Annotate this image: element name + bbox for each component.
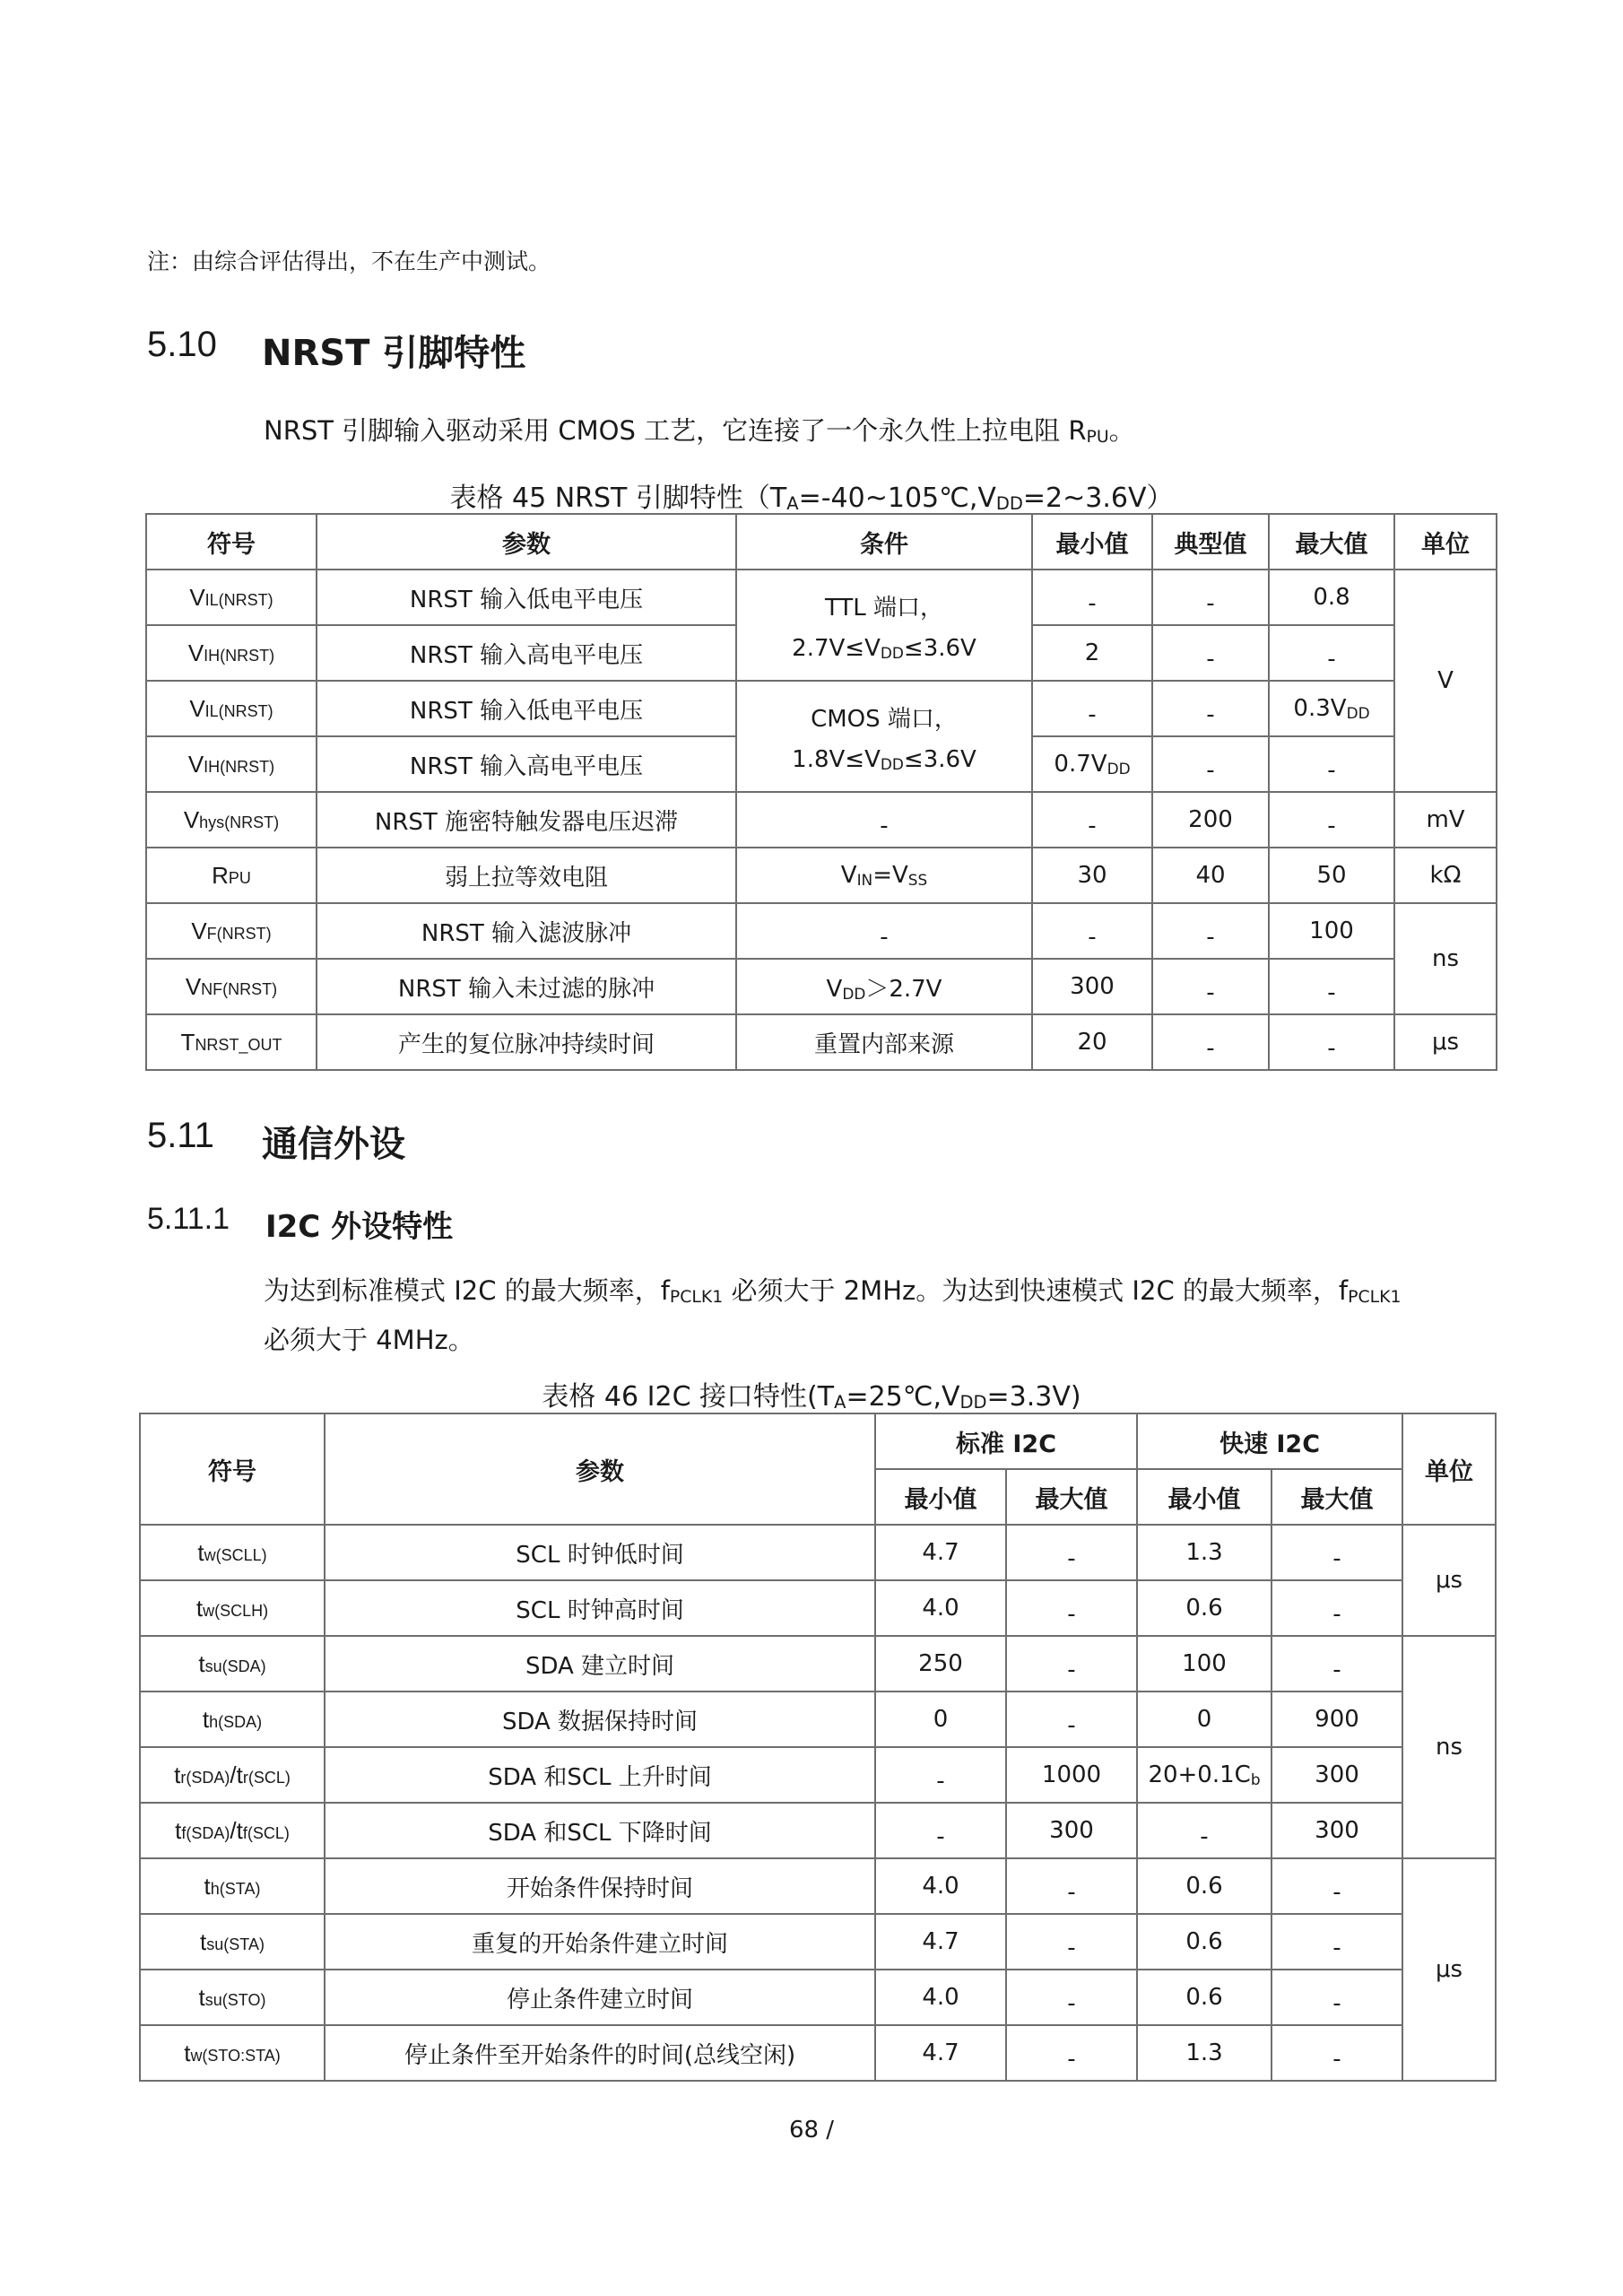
subsection-title: I2C 外设特性 [265,1209,454,1245]
symbol-cell: tf(SDA)/tf(SCL) [140,1803,325,1858]
fast-max-cell: - [1271,1636,1402,1692]
typ-cell: - [1152,681,1269,736]
std-min-cell: 0 [875,1692,1006,1747]
table45-nrst [145,513,1497,1071]
cond-cell-cmos: CMOS 端口， $1.8V\le V_{DD}\le 3.6V$ [736,681,1032,792]
param-cell: 产生的复位脉冲持续时间 [317,1014,736,1070]
param-cell: NRST 输入低电平电压 [317,570,736,625]
min-cell: $0.7V_{DD}$ [1032,736,1152,792]
th-param: 参数 [325,1413,875,1525]
table-row [140,1636,1496,1692]
th-max: 最大值 [1269,514,1394,570]
std-max-cell: - [1006,1580,1137,1636]
table-row [140,1803,1496,1858]
table-row [140,1858,1496,1914]
std-max-cell: - [1006,1636,1137,1692]
param-cell: SDA 和SCL 上升时间 [325,1747,875,1803]
fast-min-cell: 1.3 [1137,2025,1271,2081]
symbol-cell: tw(SCLH) [140,1580,325,1636]
th-unit: 单位 [1394,514,1497,570]
std-min-cell: 4.7 [875,1525,1006,1580]
table-row [146,681,1497,736]
table46-header-row [140,1413,1496,1469]
fast-min-cell: 1.3 [1137,1525,1271,1580]
table-row [140,1914,1496,1970]
typ-cell: 200 [1152,792,1269,848]
symbol-cell: th(SDA) [140,1692,325,1747]
table-row [140,1747,1496,1803]
std-min-cell: 4.7 [875,2025,1006,2081]
param-cell: SDA 和SCL 下降时间 [325,1803,875,1858]
typ-cell: - [1152,625,1269,681]
fast-min-cell: 100 [1137,1636,1271,1692]
max-cell: - [1269,625,1394,681]
typ-cell: - [1152,1014,1269,1070]
table-row [140,2025,1496,2081]
symbol-cell: tsu(STA) [140,1914,325,1970]
typ-cell: - [1152,903,1269,959]
param-cell: SCL 时钟高时间 [325,1580,875,1636]
table45-caption: 表格 45 NRST 引脚特性$(T_A=-40\sim 105℃,V_{DD}=2\sim 3.6V)$ [449,483,1174,514]
table-row [146,1014,1497,1070]
symbol-cell: tw(SCLL) [140,1525,325,1580]
param-cell: NRST 输入高电平电压 [317,736,736,792]
i2c-intro: 为达到标准模式 I2C 的最大频率，$f_{PCLK1}$ 必须大于 2MHz。为达到快速模式 I2C 的最大频率，$f_{PCLK1}$ 必须大于 4MHz。 [264,1275,1402,1355]
min-cell: - [1032,792,1152,848]
table46-i2c [139,1413,1497,2082]
th-typ: 典型值 [1152,514,1269,570]
fast-max-cell: 900 [1271,1692,1402,1747]
th-fast-min: 最小值 [1137,1469,1271,1525]
th-min: 最小值 [1032,514,1152,570]
std-max-cell: - [1006,2025,1137,2081]
th-std-max: 最大值 [1006,1469,1137,1525]
th-std-min: 最小值 [875,1469,1006,1525]
symbol-cell: Vhys(NRST) [146,792,317,848]
param-cell: 重复的开始条件建立时间 [325,1914,875,1970]
unit-cell: ns [1394,903,1497,1014]
unit-cell: V [1394,570,1497,792]
unit-cell: ns [1402,1636,1496,1858]
param-cell: SCL 时钟低时间 [325,1525,875,1580]
th-symbol: 符号 [146,514,317,570]
std-min-cell: 250 [875,1636,1006,1692]
min-cell: 30 [1032,848,1152,903]
symbol-cell: tsu(SDA) [140,1636,325,1692]
cond-cell: $V_{DD}>2.7V$ [736,959,1032,1014]
min-cell: - [1032,570,1152,625]
max-cell: - [1269,736,1394,792]
std-max-cell: - [1006,1525,1137,1580]
table-row [146,848,1497,903]
th-unit: 单位 [1402,1413,1496,1525]
unit-cell: μs [1402,1858,1496,2081]
fast-min-cell: 0 [1137,1692,1271,1747]
table45-header-row [146,514,1497,570]
std-min-cell: 4.0 [875,1858,1006,1914]
fast-min-cell: $20+0.1C_b$ [1137,1747,1271,1803]
std-min-cell: 4.0 [875,1580,1006,1636]
std-max-cell: - [1006,1858,1137,1914]
std-min-cell: - [875,1803,1006,1858]
table-row [146,903,1497,959]
table-row [140,1525,1496,1580]
param-cell: NRST 施密特触发器电压迟滞 [317,792,736,848]
table-row [146,792,1497,848]
param-cell: NRST 输入滤波脉冲 [317,903,736,959]
fast-min-cell: - [1137,1803,1271,1858]
max-cell: 0.8 [1269,570,1394,625]
fast-min-cell: 0.6 [1137,1914,1271,1970]
symbol-cell: tsu(STO) [140,1970,325,2025]
fast-max-cell: - [1271,2025,1402,2081]
max-cell: - [1269,959,1394,1014]
intro-tail: 。 [1108,415,1135,446]
min-cell: - [1032,681,1152,736]
section-number: 5.10 [147,325,217,364]
std-max-cell: 300 [1006,1803,1137,1858]
max-cell: 100 [1269,903,1394,959]
cond-cell: 重置内部来源 [736,1014,1032,1070]
fast-max-cell: 300 [1271,1747,1402,1803]
page-number: 68 / [788,2117,835,2144]
fast-min-cell: 0.6 [1137,1858,1271,1914]
unit-cell: μs [1402,1525,1496,1636]
param-cell: 弱上拉等效电阻 [317,848,736,903]
param-cell: SDA 建立时间 [325,1636,875,1692]
param-cell: 开始条件保持时间 [325,1858,875,1914]
typ-cell: - [1152,959,1269,1014]
table-row [140,1692,1496,1747]
fast-max-cell: - [1271,1970,1402,2025]
typ-cell: - [1152,570,1269,625]
param-cell: NRST 输入低电平电压 [317,681,736,736]
section-title: NRST 引脚特性 [262,333,526,374]
std-min-cell: 4.7 [875,1914,1006,1970]
max-cell: $0.3V_{DD}$ [1269,681,1394,736]
cond-cell: - [736,792,1032,848]
table46-caption: 表格 46 I2C 接口特性$(T_A=25℃,V_{DD}=3.3V)$ [542,1381,1081,1413]
typ-cell: - [1152,736,1269,792]
table-row [146,959,1497,1014]
param-cell: 停止条件建立时间 [325,1970,875,2025]
std-max-cell: - [1006,1970,1137,2025]
symbol-cell: VIH(NRST) [146,736,317,792]
symbol-cell: VF(NRST) [146,903,317,959]
min-cell: 300 [1032,959,1152,1014]
table-row [140,1970,1496,2025]
table-row [146,570,1497,625]
max-cell: - [1269,1014,1394,1070]
section-number: 5.11 [147,1116,214,1155]
unit-cell: kΩ [1394,848,1497,903]
nrst-intro [264,408,1135,457]
symbol-cell: VIL(NRST) [146,570,317,625]
cond-cell: - [736,903,1032,959]
std-max-cell: - [1006,1914,1137,1970]
symbol-cell: VIL(NRST) [146,681,317,736]
symbol-cell: VIH(NRST) [146,625,317,681]
fast-max-cell: - [1271,1914,1402,1970]
symbol-cell: RPU [146,848,317,903]
th-param: 参数 [317,514,736,570]
fast-max-cell: - [1271,1580,1402,1636]
th-standard-i2c: 标准 I2C [875,1413,1137,1469]
symbol-cell: tw(STO:STA) [140,2025,325,2081]
fast-max-cell: - [1271,1525,1402,1580]
intro-sub: PU [1086,428,1109,447]
param-cell: NRST 输入未过滤的脉冲 [317,959,736,1014]
subsection-number: 5.11.1 [147,1202,230,1236]
section-title: 通信外设 [262,1124,405,1165]
min-cell: 2 [1032,625,1152,681]
unit-cell: mV [1394,792,1497,848]
intro-text: NRST 引脚输入驱动采用 CMOS 工艺，它连接了一个永久性上拉电阻 R [264,415,1087,446]
symbol-cell: VNF(NRST) [146,959,317,1014]
max-cell: - [1269,792,1394,848]
param-cell: SDA 数据保持时间 [325,1692,875,1747]
fast-min-cell: 0.6 [1137,1580,1271,1636]
param-cell: NRST 输入高电平电压 [317,625,736,681]
param-cell: 停止条件至开始条件的时间(总线空闲) [325,2025,875,2081]
fast-max-cell: - [1271,1858,1402,1914]
min-cell: 20 [1032,1014,1152,1070]
min-cell: - [1032,903,1152,959]
max-cell: 50 [1269,848,1394,903]
th-fast-max: 最大值 [1271,1469,1402,1525]
th-fast-i2c: 快速 I2C [1137,1413,1402,1469]
cond-cell-ttl: TTL 端口， $2.7V\le V_{DD}\le 3.6V$ [736,570,1032,681]
cond-cell: $V_{IN}=V_{SS}$ [736,848,1032,903]
th-symbol: 符号 [140,1413,325,1525]
table-row [140,1580,1496,1636]
th-cond: 条件 [736,514,1032,570]
footnote: 注：由综合评估得出，不在生产中测试。 [147,248,551,274]
std-min-cell: - [875,1747,1006,1803]
fast-max-cell: 300 [1271,1803,1402,1858]
unit-cell: μs [1394,1014,1497,1070]
symbol-cell: tr(SDA)/tr(SCL) [140,1747,325,1803]
fast-min-cell: 0.6 [1137,1970,1271,2025]
typ-cell: 40 [1152,848,1269,903]
std-max-cell: 1000 [1006,1747,1137,1803]
symbol-cell: th(STA) [140,1858,325,1914]
symbol-cell: TNRST_OUT [146,1014,317,1070]
std-max-cell: - [1006,1692,1137,1747]
std-min-cell: 4.0 [875,1970,1006,2025]
